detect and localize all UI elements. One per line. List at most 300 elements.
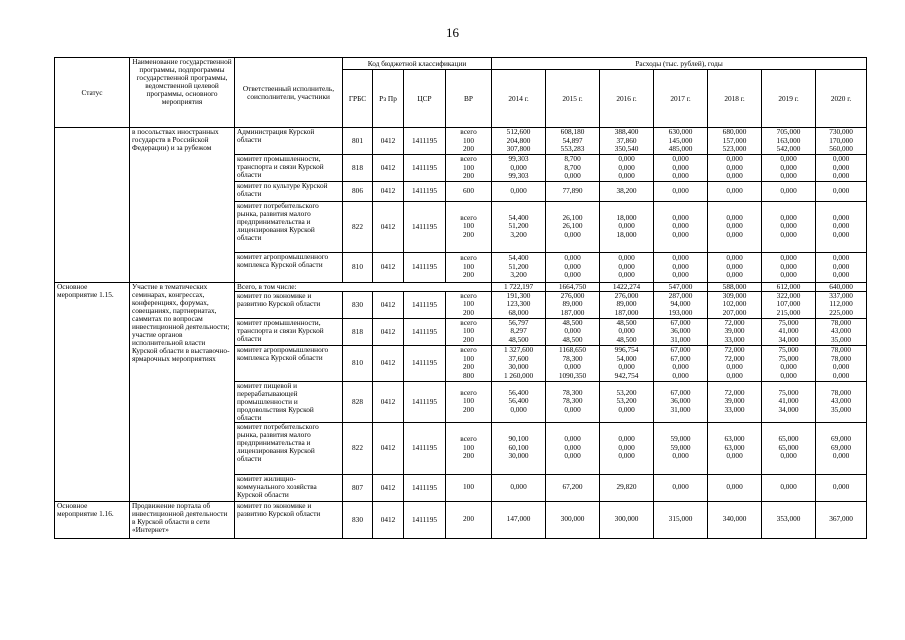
expense-value: 35,000 [831,404,852,414]
expense-value: 1 327,600 [503,345,534,354]
expense-value: 353,000 [776,514,801,524]
year-value-cell [600,345,654,381]
year-value-cell [654,181,708,201]
year-value-cell [816,381,867,422]
expense-value: 94,000 [670,299,691,309]
expense-value: 26,100 [562,221,583,231]
year-value-cell [654,128,708,155]
expense-value: 78,300 [562,396,583,406]
expense-value: 0,000 [726,221,743,231]
expense-value: 300,000 [614,514,639,524]
year-value-cell [816,501,867,538]
year-value-cell [492,474,546,501]
expense-value: 0,000 [726,270,743,280]
expense-value: 63,000 [724,434,745,444]
vr-code: всего [460,212,477,222]
year-value-cell [600,422,654,474]
rzpr-cell: 0412 [373,155,404,182]
expense-value: 157,000 [722,135,747,145]
expense-value: 0,000 [780,171,797,180]
budget-table [54,57,867,539]
expense-value: 0,000 [510,482,527,492]
expense-value: 0,000 [726,162,743,172]
section-status [55,128,130,283]
year-value-cell [546,422,600,474]
expense-value: 34,000 [778,334,799,344]
grbs-cell: 830 [343,501,373,538]
vr-code: 100 [463,326,474,336]
year-value-cell [762,291,816,318]
executor-cell: комитет промышленности, транспорта и связи Курской области [235,318,343,345]
expense-value: 78,000 [831,387,852,397]
year-value-cell [654,155,708,182]
year-value-cell [708,181,762,201]
vr-code: 800 [463,370,474,380]
expense-value: 18,000 [616,212,637,222]
header-budget-code: Код бюджетной классификации [343,58,492,70]
year-value-cell [762,501,816,538]
year-value-cell [816,155,867,182]
header-year: 2019 г. [762,70,816,128]
expense-value: 67,000 [670,353,691,363]
expense-value: 37,860 [616,135,637,145]
year-value-cell [816,318,867,345]
expense-value: 0,000 [726,154,743,163]
expense-value: 78,000 [831,353,852,363]
expense-value: 48,500 [616,318,637,327]
expense-value: 512,600 [506,127,531,137]
csr-cell: 1411195 [404,501,446,538]
year-value-cell [708,474,762,501]
expense-value: 53,200 [616,387,637,397]
expense-value: 0,000 [672,221,689,231]
expense-value: 72,000 [724,387,745,397]
executor-cell: комитет по экономике и развитию Курской области [235,501,343,538]
vr-code: 100 [463,221,474,231]
grbs-cell: 801 [343,128,373,155]
year-value-cell [600,181,654,201]
year-value-cell [762,181,816,201]
year-value-cell [762,474,816,501]
year-value-cell [600,128,654,155]
year-value-cell [492,318,546,345]
total-value: 1664,750 [546,282,600,291]
vr-code: всего [460,345,477,354]
vr-code: 200 [463,514,474,524]
expense-value: 41,000 [778,326,799,336]
expense-value: 0,000 [618,434,635,444]
executor-cell: комитет по культуре Курской области [235,181,343,201]
vr-cell [446,501,492,538]
year-value-cell [816,201,867,252]
expense-value: 0,000 [564,404,581,414]
expense-value: 56,400 [508,387,529,397]
year-value-cell [708,201,762,252]
expense-value: 276,000 [560,291,585,300]
executor-cell: комитет агропромышленного комплекса Курской области [235,345,343,381]
expense-value: 78,300 [562,353,583,363]
executor-cell: комитет потребительского рынка, развития малого предпринимательства и лицензирования Курской области [235,201,343,252]
expense-value: 191,300 [506,291,531,300]
expense-value: 730,000 [829,127,853,137]
expense-value: 75,000 [778,353,799,363]
header-year: 2018 г. [708,70,762,128]
section-status: Основное мероприятие 1.16. [55,501,130,538]
expense-value: 287,000 [668,291,693,300]
grbs-cell: 806 [343,181,373,201]
expense-value: 0,000 [510,404,527,414]
expense-value: 99,303 [508,171,529,180]
year-value-cell [546,252,600,282]
expense-value: 0,000 [726,482,743,492]
expense-value: 523,000 [722,144,747,154]
rzpr-cell: 0412 [373,422,404,474]
expense-value: 75,000 [778,318,799,327]
header-year: 2015 г. [546,70,600,128]
expense-value: 8,297 [510,326,527,336]
expense-value: 89,000 [616,299,637,309]
year-value-cell [654,501,708,538]
expense-value: 0,000 [564,253,581,263]
expense-value: 0,000 [510,185,527,195]
expense-value: 0,000 [832,370,850,380]
expense-value: 99,303 [508,154,529,163]
expense-value: 207,000 [722,307,747,317]
expense-value: 0,000 [780,221,797,231]
table-body [55,58,867,539]
year-value-cell [492,252,546,282]
year-value-cell [708,381,762,422]
year-value-cell [492,128,546,155]
vr-code: 200 [463,404,474,414]
expense-value: 0,000 [564,229,581,239]
vr-cell [446,128,492,155]
expense-value: 43,000 [831,396,852,406]
expense-value: 0,000 [832,171,850,180]
expense-value: 204,800 [506,135,531,145]
expense-value: 0,000 [832,253,850,263]
grbs-cell: 810 [343,252,373,282]
expense-value: 0,000 [618,326,635,336]
expense-value: 560,000 [829,144,853,154]
expense-value: 0,000 [564,451,581,461]
expense-value: 0,000 [618,162,635,172]
grbs-cell: 822 [343,201,373,252]
expense-value: 0,000 [726,370,743,380]
rzpr-cell: 0412 [373,474,404,501]
expense-value: 388,400 [614,127,639,137]
expense-value: 0,000 [726,185,743,195]
header-csr: ЦСР [404,70,446,128]
expense-value: 145,000 [668,135,693,145]
expense-value: 0,000 [564,434,581,444]
expense-value: 30,000 [508,451,529,461]
csr-cell: 1411195 [404,155,446,182]
expense-value: 78,000 [831,318,852,327]
expense-value: 0,000 [510,162,527,172]
year-value-cell [492,422,546,474]
expense-value: 0,000 [780,212,797,222]
expense-value: 1 260,000 [503,370,534,380]
expense-value: 0,000 [564,171,581,180]
vr-code: всего [460,387,477,397]
expense-value: 0,000 [832,261,850,271]
expense-value: 33,000 [724,404,745,414]
expense-value: 0,000 [564,261,581,271]
expense-value: 0,000 [618,154,635,163]
expense-value: 0,000 [672,162,689,172]
grbs-cell: 822 [343,422,373,474]
csr-cell: 1411195 [404,318,446,345]
expense-value: 102,000 [722,299,747,309]
year-value-cell [600,381,654,422]
csr-cell: 1411195 [404,345,446,381]
year-value-cell [654,318,708,345]
header-row-1 [55,58,867,70]
expense-value: 59,000 [670,442,691,452]
expense-value: 48,500 [562,334,583,344]
grbs-cell: 818 [343,318,373,345]
expense-value: 0,000 [726,171,743,180]
expense-value: 147,000 [506,514,531,524]
year-value-cell [546,291,600,318]
year-value-cell [546,201,600,252]
year-value-cell [654,422,708,474]
vr-code: 200 [463,451,474,461]
expense-value: 0,000 [780,362,797,371]
expense-value: 51,200 [508,221,529,231]
expense-value: 0,000 [672,229,689,239]
vr-code: 100 [463,261,474,271]
vr-code: 200 [463,171,474,180]
year-value-cell [600,155,654,182]
year-value-cell [708,422,762,474]
expense-value: 0,000 [726,261,743,271]
expense-value: 0,000 [672,451,689,461]
vr-code: 200 [463,334,474,344]
header-grbs: ГРБС [343,70,373,128]
expense-value: 3,200 [510,270,527,280]
header-status: Статус [55,58,130,128]
year-value-cell [492,291,546,318]
expense-value: 0,000 [564,270,581,280]
expense-value: 3,200 [510,229,527,239]
expense-value: 78,300 [562,387,583,397]
year-value-cell [816,291,867,318]
year-value-cell [492,181,546,201]
total-value: 1422,274 [600,282,654,291]
csr-cell: 1411195 [404,201,446,252]
expense-value: 340,000 [722,514,747,524]
table-row [55,501,867,538]
expense-value: 0,000 [780,482,797,492]
rzpr-cell: 0412 [373,128,404,155]
expense-value: 0,000 [726,253,743,263]
csr-cell: 1411195 [404,181,446,201]
year-value-cell [762,252,816,282]
expense-value: 43,000 [831,326,852,336]
expense-value: 54,400 [508,253,529,263]
expense-value: 54,000 [616,353,637,363]
vr-code: 100 [463,135,474,145]
year-value-cell [600,291,654,318]
vr-cell [446,318,492,345]
expense-value: 0,000 [618,221,635,231]
csr-cell: 1411195 [404,422,446,474]
expense-value: 26,100 [562,212,583,222]
year-value-cell [654,381,708,422]
expense-value: 0,000 [780,185,797,195]
expense-value: 0,000 [564,362,581,371]
year-value-cell [546,318,600,345]
expense-value: 65,000 [778,434,799,444]
vr-cell [446,155,492,182]
expense-value: 187,000 [614,307,639,317]
expense-value: 193,000 [668,307,693,317]
expense-value: 34,000 [778,404,799,414]
header-vr: ВР [446,70,492,128]
year-value-cell [492,381,546,422]
vr-cell [446,201,492,252]
year-value-cell [654,474,708,501]
year-value-cell [816,474,867,501]
year-value-cell [600,501,654,538]
expense-value: 0,000 [726,451,743,461]
year-value-cell [492,345,546,381]
section-name: в посольствах иностранных государств в Российской Федерации) и за рубежом [130,128,235,283]
expense-value: 0,000 [780,154,797,163]
total-value: 547,000 [654,282,708,291]
vr-cell [446,252,492,282]
expense-value: 41,000 [778,396,799,406]
expense-value: 31,000 [670,334,691,344]
expense-value: 0,000 [618,451,635,461]
csr-cell: 1411195 [404,252,446,282]
vr-code: 200 [463,307,474,317]
expense-value: 54,400 [508,212,529,222]
expense-value: 39,000 [724,326,745,336]
expense-value: 8,700 [564,154,581,163]
expense-value: 67,200 [562,482,583,492]
expense-value: 0,000 [564,326,581,336]
grbs-cell: 818 [343,155,373,182]
expense-value: 0,000 [672,261,689,271]
expense-value: 996,754 [614,345,639,354]
expense-value: 75,000 [778,345,799,354]
csr-cell: 1411195 [404,474,446,501]
expense-value: 942,754 [614,370,639,380]
rzpr-cell: 0412 [373,252,404,282]
expense-value: 0,000 [832,221,850,231]
vr-code: 100 [463,162,474,172]
expense-value: 553,283 [560,144,585,154]
expense-value: 367,000 [829,514,853,524]
section-name: Продвижение портала об инвестиционной деятельности в Курской области в сети «Интернет» [130,501,235,538]
grbs-cell: 828 [343,381,373,422]
expense-value: 170,000 [829,135,853,145]
expense-value: 680,000 [722,127,747,137]
expense-value: 0,000 [780,261,797,271]
page-number: 16 [446,25,459,40]
expense-value: 630,000 [668,127,693,137]
section-status: Основное мероприятие 1.15. [55,282,130,501]
executor-cell: комитет агропромышленного комплекса Курской области [235,252,343,282]
expense-value: 337,000 [829,291,853,300]
expense-value: 0,000 [618,362,635,371]
csr-cell: 1411195 [404,128,446,155]
table-row [55,128,867,155]
expense-value: 0,000 [726,229,743,239]
header-expenses: Расходы (тыс. рублей), годы [492,58,867,70]
year-value-cell [600,252,654,282]
expense-value: 77,890 [562,185,583,195]
grbs-cell: 810 [343,345,373,381]
expense-value: 0,000 [780,253,797,263]
year-value-cell [708,128,762,155]
vr-code: 100 [463,442,474,452]
expense-value: 0,000 [618,442,635,452]
expense-value: 0,000 [780,451,797,461]
expense-value: 0,000 [832,162,850,172]
header-executor: Ответственный исполнитель, соисполнители, участники [235,58,343,128]
expense-value: 608,180 [560,127,585,137]
year-value-cell [546,345,600,381]
expense-value: 72,000 [724,345,745,354]
expense-value: 0,000 [672,154,689,163]
expense-value: 225,000 [829,307,853,317]
expense-value: 705,000 [776,127,801,137]
expense-value: 54,897 [562,135,583,145]
vr-cell [446,474,492,501]
expense-value: 0,000 [618,253,635,263]
expense-value: 63,000 [724,442,745,452]
year-value-cell [654,345,708,381]
expense-value: 309,000 [722,291,747,300]
expense-value: 29,820 [616,482,637,492]
year-value-cell [762,201,816,252]
expense-value: 0,000 [618,270,635,280]
year-value-cell [492,155,546,182]
expense-value: 56,797 [508,318,529,327]
total-value: 1 722,197 [492,282,546,291]
vr-code: 600 [463,185,474,195]
vr-code: всего [460,127,477,137]
rzpr-cell: 0412 [373,345,404,381]
year-value-cell [600,201,654,252]
expense-value: 53,200 [616,396,637,406]
expense-value: 72,000 [724,318,745,327]
expense-value: 78,000 [831,345,852,354]
year-value-cell [708,291,762,318]
expense-value: 48,500 [562,318,583,327]
expense-value: 69,000 [831,434,852,444]
header-year: 2014 г. [492,70,546,128]
year-value-cell [546,381,600,422]
expense-value: 75,000 [778,387,799,397]
year-value-cell [546,474,600,501]
year-value-cell [762,345,816,381]
header-rzpr: Рз Пр [373,70,404,128]
vr-cell [446,181,492,201]
total-value: 588,000 [708,282,762,291]
vr-code: 100 [463,353,474,363]
grbs-cell: 807 [343,474,373,501]
expense-value: 107,000 [776,299,801,309]
vr-cell [446,381,492,422]
expense-value: 0,000 [672,482,689,492]
expense-value: 0,000 [672,171,689,180]
expense-value: 35,000 [831,334,852,344]
